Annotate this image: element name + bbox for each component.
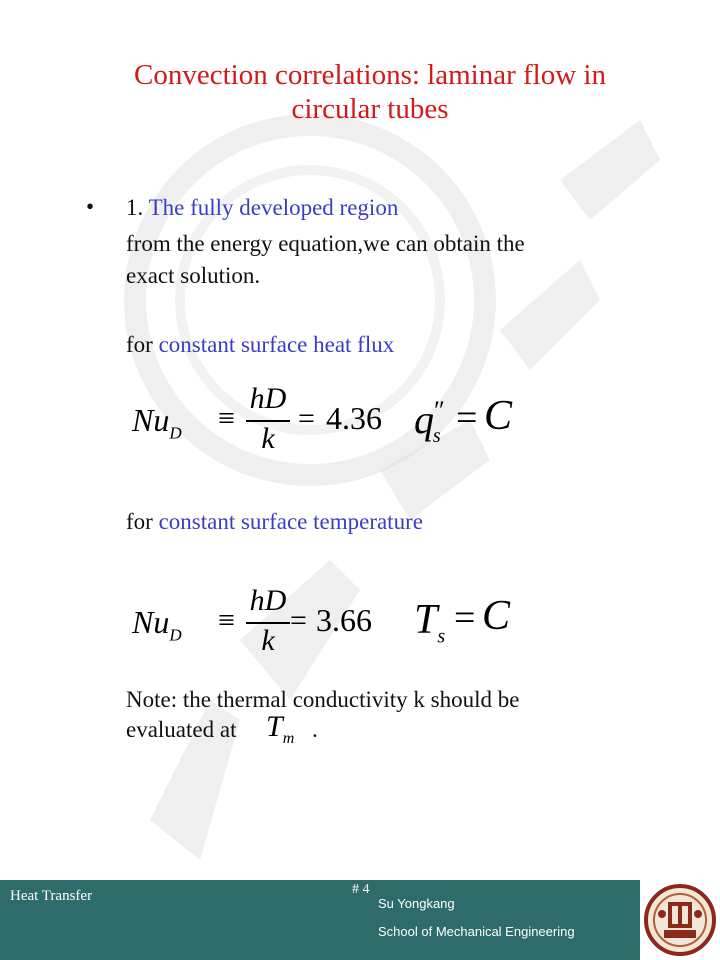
footer-course: Heat Transfer (10, 888, 93, 904)
flux-line (126, 331, 394, 358)
eq2-value: 3.66 (316, 602, 372, 638)
eq1-value: 4.36 (326, 400, 382, 436)
flux-highlight: constant surface heat flux (158, 332, 395, 357)
eq1-denominator: k (261, 422, 275, 455)
eq1-lhs: $Nu_D$ (132, 402, 182, 443)
note-line-2-end: . (312, 717, 318, 742)
eq1-equiv: ≡ (218, 402, 235, 435)
temp-highlight: constant surface temperature (158, 509, 423, 534)
slide-title (60, 58, 680, 126)
eq1-numerator: hD (249, 382, 287, 415)
cond2-symbol: $T_s$ (414, 597, 446, 648)
cond1-rhs: C (484, 393, 513, 439)
eq2-equals: = (290, 604, 307, 637)
cond1-symbol: $q''_s$ (414, 396, 445, 447)
footer-school: School of Mechanical Engineering (378, 924, 575, 939)
item-heading-line (126, 194, 398, 221)
eq2-numerator: hD (249, 584, 287, 617)
body-line-1: from the energy equation,we can obtain the (126, 231, 525, 256)
university-logo-icon (640, 880, 720, 960)
title-line-1: Convection correlations: laminar flow in (134, 59, 606, 91)
note-line-1: Note: the thermal conductivity k should be (126, 687, 520, 712)
bullet-marker: • (86, 194, 95, 219)
note-line-2: evaluated at (126, 717, 237, 742)
footer-page-number: # 4 (352, 882, 370, 897)
footer-bar (0, 880, 640, 960)
body-line-2: exact solution. (126, 263, 261, 288)
eq2-equiv: ≡ (218, 604, 235, 637)
item-heading: The fully developed region (148, 195, 399, 220)
item-number: 1. (126, 195, 149, 220)
cond1-equals: = (456, 397, 478, 439)
note-variable: $T_m$ (266, 710, 295, 747)
cond2-equals: = (454, 597, 476, 639)
footer-author: Su Yongkang (378, 896, 455, 911)
eq2-lhs: $Nu_D$ (132, 604, 182, 645)
flux-prefix: for (126, 332, 159, 357)
eq2-denominator: k (261, 624, 275, 657)
cond2-rhs: C (482, 593, 511, 639)
temp-prefix: for (126, 509, 159, 534)
eq1-equals: = (298, 402, 315, 435)
temperature-line (126, 508, 423, 535)
title-line-2: circular tubes (291, 93, 449, 125)
